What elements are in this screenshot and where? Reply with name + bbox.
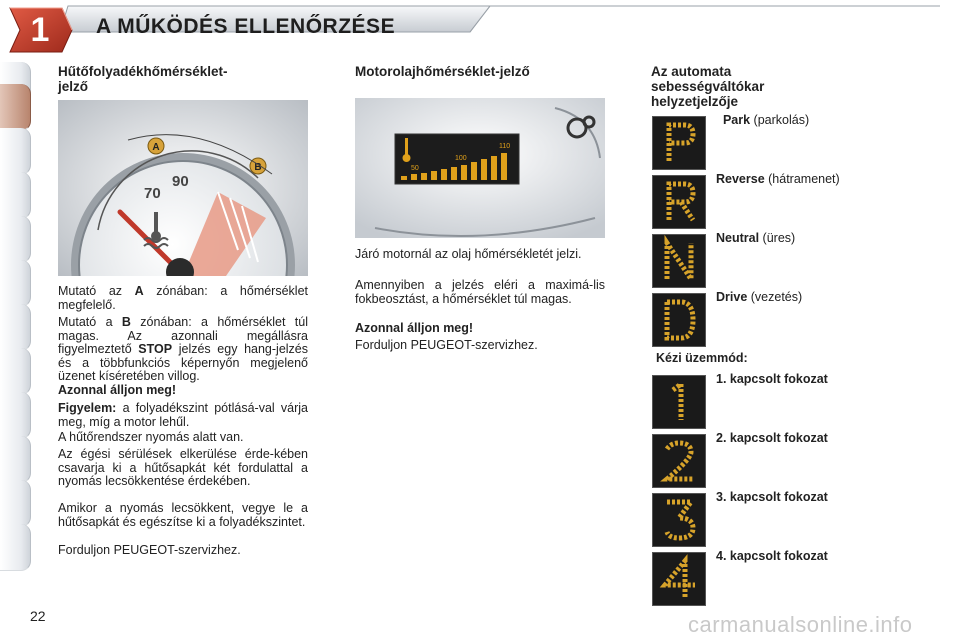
side-tab-11[interactable]	[0, 480, 31, 527]
side-tab-8[interactable]	[0, 348, 31, 395]
coolant-gauge-illustration	[58, 100, 308, 276]
gear-display-p	[652, 116, 706, 170]
manual-gear-label-2: 2. kapcsolt fokozat	[716, 431, 828, 445]
coolant-heading-line2: jelző	[58, 79, 89, 94]
chapter-number: 1	[30, 11, 50, 49]
oil-description-text: Járó motornál az olaj hőmérsékletét jelzi.	[355, 247, 582, 261]
manual-gear-label-1: 1. kapcsolt fokozat	[716, 372, 828, 386]
gear-3-glyph	[653, 494, 705, 546]
oil-scale-110: 110	[499, 143, 511, 150]
manual-mode-heading: Kézi üzemmód:	[656, 351, 748, 365]
coolant-pressure-text: A hűtőrendszer nyomás alatt van.	[58, 430, 244, 444]
oil-gauge-illustration	[355, 98, 605, 238]
side-tab-10[interactable]	[0, 436, 31, 483]
gear-display-d	[652, 293, 706, 347]
coolant-stop-warning: Azonnal álljon meg!	[58, 383, 177, 397]
gear-display-3	[652, 493, 706, 547]
oil-service-text: Forduljon PEUGEOT-szervizhez.	[355, 338, 538, 352]
coolant-zone-a-text: Mutató az A zónában: a hőmérséklet megfelelő.	[58, 284, 308, 312]
coolant-zone-b-text: Mutató a B zónában: a hőmérséklet túl magas. Az azonnali megállásra figyelmeztető STOP jelzés egy hang-jelzés és a többfunkciós képernyőn megjelenő üzenet kíséretében villog.	[58, 315, 308, 383]
gear-label-drive: Drive (vezetés)	[716, 290, 803, 304]
gear-label-neutral: Neutral (üres)	[716, 231, 796, 245]
watermark: carmanualsonline.info	[688, 612, 913, 637]
gear-r-glyph	[653, 176, 705, 228]
zone-b-marker: B	[254, 162, 262, 173]
zone-a-marker: A	[152, 142, 160, 153]
gear-4-glyph	[653, 553, 705, 605]
side-tab-7[interactable]	[0, 304, 31, 351]
gear-display-n	[652, 234, 706, 288]
gauge-tick-90: 90	[172, 173, 189, 190]
gear-label-park: Park (parkolás)	[722, 113, 810, 127]
side-tab-active[interactable]	[0, 84, 31, 131]
side-tab-5[interactable]	[0, 216, 31, 263]
gauge-tick-70: 70	[144, 185, 161, 202]
side-tab-4[interactable]	[0, 172, 31, 219]
gearbox-heading	[651, 64, 764, 109]
gearbox-heading-line1: Az automata	[651, 64, 732, 79]
coolant-service-text: Forduljon PEUGEOT-szervizhez.	[58, 543, 241, 557]
gear-2-glyph	[653, 435, 705, 487]
gear-n-glyph	[653, 235, 705, 287]
side-tab-3[interactable]	[0, 128, 31, 175]
coolant-attention-text: Figyelem: a folyadékszint pótlásá-val várja meg, míg a motor lehűl.	[58, 401, 308, 429]
gear-label-reverse: Reverse (hátramenet)	[716, 172, 840, 186]
gear-display-1	[652, 375, 706, 429]
oil-scale-100: 100	[455, 155, 467, 162]
oil-scale-50: 50	[411, 165, 419, 172]
side-tab-6[interactable]	[0, 260, 31, 307]
manual-gear-label-4: 4. kapcsolt fokozat	[716, 549, 828, 563]
page-title: A MŰKÖDÉS ELLENŐRZÉSE	[96, 15, 396, 38]
gearbox-heading-line2: sebességváltókar	[651, 79, 765, 94]
gearbox-heading-line3: helyzetjelzője	[651, 94, 739, 109]
page-number: 22	[30, 608, 46, 624]
oil-stop-warning: Azonnal álljon meg!	[355, 321, 474, 335]
coolant-refill-text: Amikor a nyomás lecsökkent, vegye le a hűtősapkát és egészítse ki a folyadékszintet.	[58, 501, 308, 529]
side-tab-12[interactable]	[0, 524, 31, 571]
oil-heading: Motorolajhőmérséklet-jelző	[355, 64, 530, 79]
gear-display-2	[652, 434, 706, 488]
gear-d-glyph	[653, 294, 705, 346]
oil-max-text: Amennyiben a jelzés eléri a maximá-lis fokbeosztást, a hőmérséklet túl magas.	[355, 278, 605, 306]
gear-display-r	[652, 175, 706, 229]
side-tab-9[interactable]	[0, 392, 31, 439]
coolant-heading	[58, 64, 228, 94]
gear-p-glyph	[653, 117, 705, 169]
manual-gear-label-3: 3. kapcsolt fokozat	[716, 490, 828, 504]
coolant-heading-line1: Hűtőfolyadékhőmérséklet-	[58, 64, 228, 79]
gear-1-glyph	[653, 376, 705, 428]
gear-display-4	[652, 552, 706, 606]
coolant-burn-text: Az égési sérülések elkerülése érde-kében csavarja ki a hűtősapkát két fordulattal a nyomás lecsökkentése érdekében.	[58, 447, 308, 488]
